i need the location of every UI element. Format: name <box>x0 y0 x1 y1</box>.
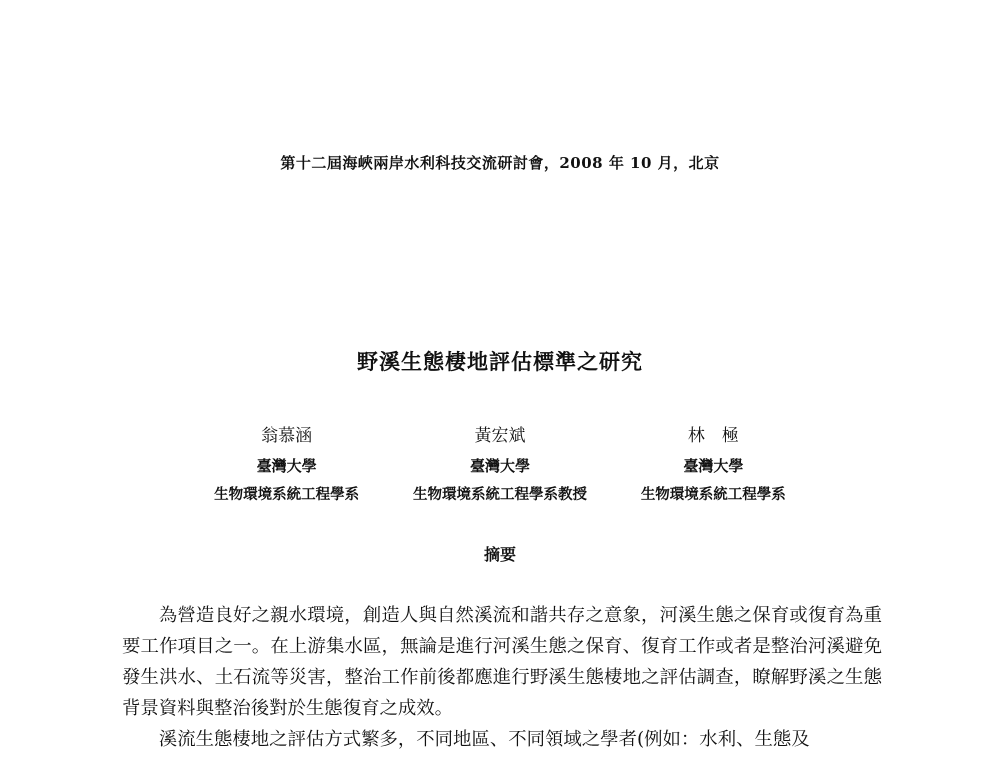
author-name: 翁慕涵 <box>261 426 313 446</box>
author-department: 生物環境系統工程學系 <box>214 486 360 503</box>
author-affiliation: 臺灣大學 <box>256 457 317 475</box>
abstract-paragraph: 為營造良好之親水環境，創造人與自然溪流和諧共存之意象，河溪生態之保育或復育為重要工作項目之一。在上游集水區，無論是進行河溪生態之保育、復育工作或者是整治河溪避免發生洪水、土石流等災害，整治工作前後都應進行野溪生態棲地之評估調查，瞭解野溪之生態背景資料與整治後對於生態復育之成效。 <box>122 605 882 719</box>
author-1 <box>180 424 393 506</box>
abstract-heading: 摘要 <box>483 545 516 564</box>
paper-title: 野溪生態棲地評估標準之研究 <box>357 349 643 374</box>
conference-header: 第十二屆海峽兩岸水利科技交流研討會，2008 年 10 月，北京 <box>280 154 720 172</box>
abstract-paragraph: 溪流生態棲地之評估方式繁多，不同地區、不同領域之學者(例如：水利、生態及 <box>158 729 810 750</box>
author-2 <box>393 424 606 506</box>
author-department: 生物環境系統工程學系教授 <box>412 486 587 503</box>
author-affiliation: 臺灣大學 <box>469 457 530 475</box>
author-block <box>180 424 820 506</box>
author-department: 生物環境系統工程學系 <box>640 486 786 503</box>
author-3 <box>607 424 820 506</box>
author-name: 黃宏斌 <box>474 426 526 446</box>
author-name: 林 極 <box>687 426 739 446</box>
author-affiliation: 臺灣大學 <box>683 457 744 475</box>
abstract-body <box>122 600 882 755</box>
